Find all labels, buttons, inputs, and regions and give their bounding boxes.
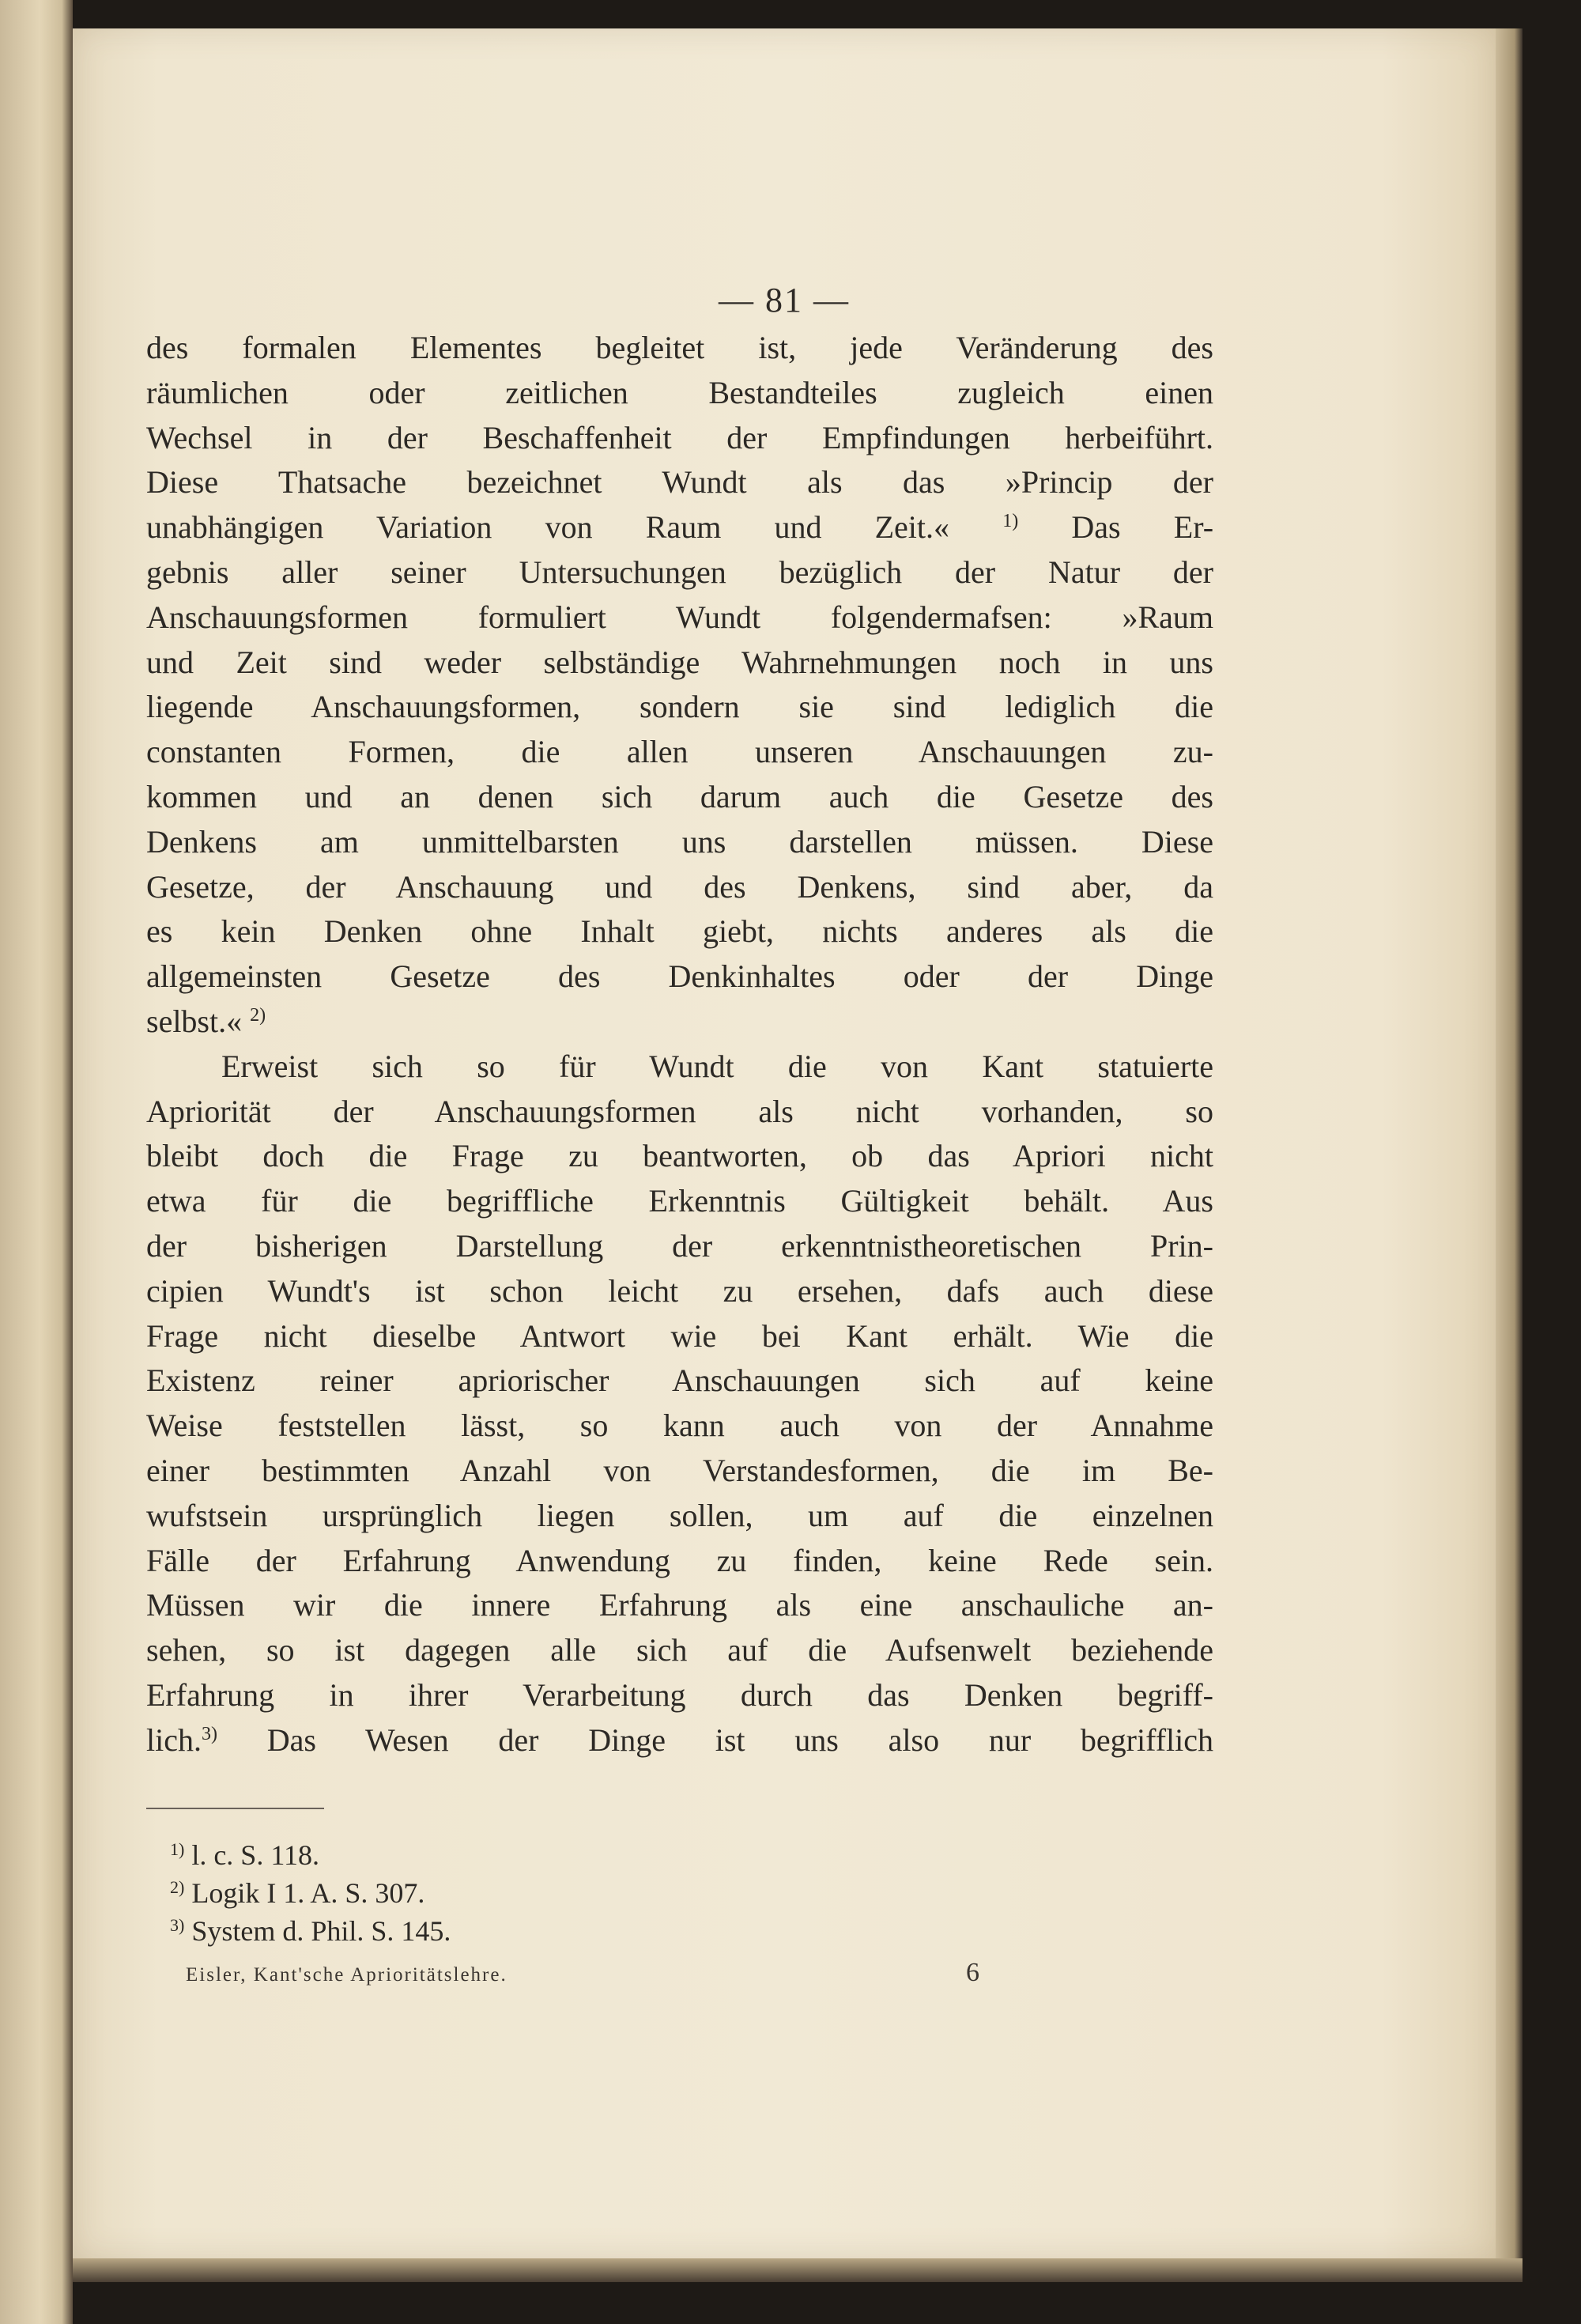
text-fragment: selbst.« [146, 1003, 243, 1039]
text-line: Apriorität der Anschauungsformen als nicht vorhanden, so [146, 1093, 1213, 1129]
left-page-edge [0, 0, 73, 2324]
text-line: Erfahrung in ihrer Verarbeitung durch das Denken begriff- [146, 1676, 1213, 1713]
text-line: kommen und an denen sich darum auch die Gesetze des [146, 778, 1213, 814]
text-line: räumlichen oder zeitlichen Bestandteiles zugleich einen [146, 374, 1213, 410]
text-line: Wechsel in der Beschaffenheit der Empfindungen herbeiführt. [146, 419, 1213, 455]
text-line: Müssen wir die innere Erfahrung als eine anschauliche an- [146, 1587, 1213, 1623]
text-line: Gesetze, der Anschauung und des Denkens, sind aber, da [146, 868, 1213, 905]
footnote [170, 1874, 451, 1912]
text-line: und Zeit sind weder selbständige Wahrnehmungen noch in uns [146, 644, 1213, 680]
footnote-reference: 1) [1002, 511, 1019, 532]
text-line-with-reference [146, 505, 1213, 550]
text-line: Denkens am unmittelbarsten uns darstellen müssen. Diese [146, 823, 1213, 860]
footnotes [170, 1836, 451, 1950]
text-line: sehen, so ist dagegen alle sich auf die Aufsenwelt beziehende [146, 1632, 1213, 1668]
text-fragment: unabhängigen Variation von Raum und Zeit.« [146, 509, 950, 546]
text-fragment: Das Er- [1071, 509, 1213, 546]
text-line: gebnis aller seiner Untersuchungen bezüglich der Natur der [146, 554, 1213, 590]
text-line: des formalen Elementes begleitet ist, jede Veränderung des [146, 330, 1213, 365]
text-line: allgemeinsten Gesetze des Denkinhaltes oder der Dinge [146, 958, 1213, 995]
paragraph-start-line: Erweist sich so für Wundt die von Kant statuierte [221, 1048, 1213, 1084]
text-line: wufstsein ursprünglich liegen sollen, um auf die einzelnen [146, 1497, 1213, 1533]
text-line: der bisherigen Darstellung der erkenntnistheoretischen Prin- [146, 1227, 1213, 1264]
text-line: Diese Thatsache bezeichnet Wundt als das »Princip der [146, 464, 1213, 501]
page-number: — 81 — [719, 281, 850, 319]
footnote-mark: 1) [170, 1839, 185, 1859]
text-line: Fälle der Erfahrung Anwendung zu finden, keine Rede sein. [146, 1542, 1213, 1578]
bottom-page-stack [73, 2258, 1523, 2282]
footnote-mark: 2) [170, 1877, 185, 1897]
text-line: bleibt doch die Frage zu beantworten, ob das Apriori nicht [146, 1138, 1213, 1174]
text-line-with-reference [146, 1718, 1213, 1763]
text-line: Existenz reiner apriorischer Anschauungen sich auf keine [146, 1362, 1213, 1399]
text-line-with-reference [146, 1000, 1213, 1045]
footnote-text: System d. Phil. S. 145. [191, 1915, 451, 1947]
text-line: es kein Denken ohne Inhalt giebt, nichts anderes als die [146, 913, 1213, 950]
signature-line: Eisler, Kant'sche Aprioritätslehre. [186, 1964, 508, 1986]
footnote-mark: 3) [170, 1915, 185, 1935]
text-line: constanten Formen, die allen unseren Anschauungen zu- [146, 734, 1213, 770]
text-line: etwa für die begriffliche Erkenntnis Gültigkeit behält. Aus [146, 1183, 1213, 1219]
footnote-text: l. c. S. 118. [191, 1839, 319, 1871]
text-line: Frage nicht dieselbe Antwort wie bei Kant erhält. Wie die [146, 1317, 1213, 1354]
text-fragment: lich. [146, 1721, 202, 1758]
text-line: liegende Anschauungsformen, sondern sie sind lediglich die [146, 689, 1213, 725]
text-line: Anschauungsformen formuliert Wundt folgendermafsen: »Raum [146, 599, 1213, 635]
sheet-number: 6 [966, 1958, 979, 1987]
footnote-separator [146, 1808, 324, 1809]
footnote-reference: 3) [201, 1723, 217, 1744]
text-line: einer bestimmten Anzahl von Verstandesformen, die im Be- [146, 1452, 1213, 1488]
footnote [170, 1912, 451, 1950]
text-line: cipien Wundt's ist schon leicht zu ersehen, dafs auch diese [146, 1272, 1213, 1309]
footnote-text: Logik I 1. A. S. 307. [191, 1877, 425, 1909]
text-line: Weise feststellen lässt, so kann auch von der Annahme [146, 1408, 1213, 1444]
footnote [170, 1836, 451, 1874]
right-page-stack [1496, 28, 1523, 2258]
body-text [146, 326, 1213, 1763]
text-fragment: Das Wesen der Dinge ist uns also nur begrifflich [266, 1721, 1213, 1758]
footnote-reference: 2) [250, 1004, 266, 1026]
